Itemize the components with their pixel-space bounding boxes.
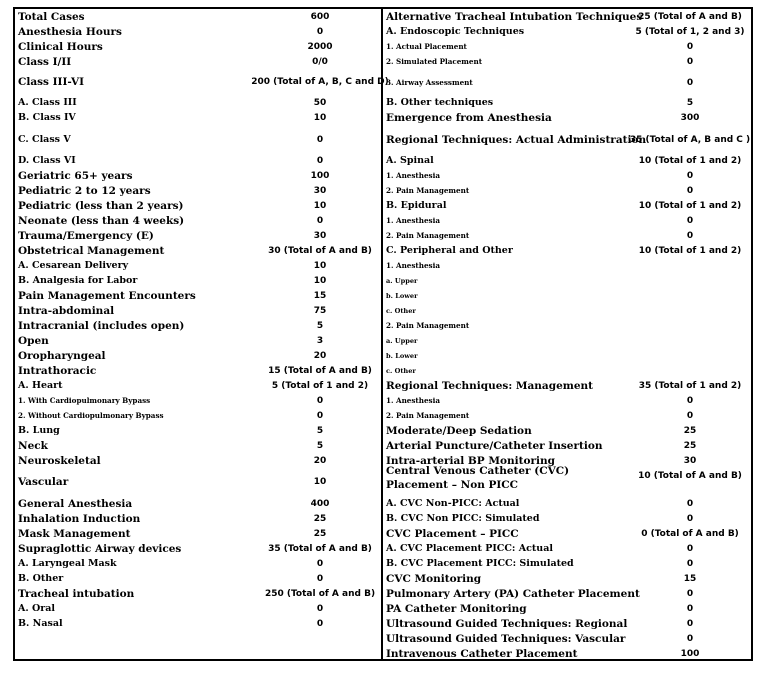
row-value: 200 (Total of A, B, C and D) xyxy=(251,77,389,87)
row-label: CVC Monitoring xyxy=(386,573,482,585)
row-value: 20 xyxy=(313,351,327,361)
table-row xyxy=(15,214,381,228)
table-row xyxy=(383,572,751,586)
row-label: Neuroskeletal xyxy=(18,455,101,467)
row-value: 0 xyxy=(686,231,694,241)
row-label: Obstetrical Management xyxy=(18,245,165,257)
row-value: 0 xyxy=(686,559,694,569)
row-label: Arterial Puncture/Catheter Insertion xyxy=(386,440,603,452)
table-row xyxy=(15,527,381,541)
row-value: 0 xyxy=(686,396,694,406)
table-row xyxy=(15,334,381,348)
row-value: 0 xyxy=(686,216,694,226)
row-value: 5 (Total of 1, 2 and 3) xyxy=(635,27,745,37)
table-row xyxy=(15,169,381,183)
row-value: 10 (Total of 1 and 2) xyxy=(638,201,742,211)
table-row xyxy=(15,111,381,125)
table-row xyxy=(383,542,751,556)
row-value: 0 xyxy=(316,619,324,629)
table-row xyxy=(15,25,381,39)
table-row xyxy=(15,364,381,378)
table-row xyxy=(383,394,751,408)
table-row xyxy=(15,304,381,318)
table-row xyxy=(15,10,381,24)
row-label: A. Oral xyxy=(18,603,56,614)
row-value: 30 xyxy=(313,231,327,241)
row-value: 5 xyxy=(316,321,324,331)
row-label: Emergence from Anesthesia xyxy=(386,112,552,124)
table-row xyxy=(383,55,751,69)
row-label: B. CVC Placement PICC: Simulated xyxy=(386,558,574,569)
row-value: 0 xyxy=(316,216,324,226)
row-value: 10 (Total of A and B) xyxy=(638,471,742,481)
row-label: Tracheal intubation xyxy=(18,588,135,600)
row-value: 10 xyxy=(313,477,327,487)
row-label: a. Upper xyxy=(386,337,418,345)
row-label: Pediatric (less than 2 years) xyxy=(18,200,184,212)
row-value: 25 xyxy=(313,514,327,524)
table-row xyxy=(15,133,381,147)
table-row xyxy=(383,364,751,378)
row-value: 300 xyxy=(680,113,700,123)
table-row xyxy=(383,289,751,303)
row-label: b. Lower xyxy=(386,352,418,360)
row-value: 0 xyxy=(686,619,694,629)
row-label: Vascular xyxy=(18,476,69,488)
table-row xyxy=(15,229,381,243)
table-row xyxy=(15,289,381,303)
row-label: 1. Anesthesia xyxy=(386,171,440,180)
table-row xyxy=(15,319,381,333)
row-value: 30 xyxy=(313,186,327,196)
row-label: 2. Without Cardiopulmonary Bypass xyxy=(18,411,164,420)
table-row xyxy=(383,497,751,511)
row-label: 2. Pain Management xyxy=(386,321,470,330)
row-value: 0 xyxy=(316,156,324,166)
row-value: 10 xyxy=(313,113,327,123)
row-label: General Anesthesia xyxy=(18,498,133,510)
row-value: 75 xyxy=(313,306,327,316)
row-value: 0 xyxy=(686,171,694,181)
row-value: 0 xyxy=(316,574,324,584)
row-label: Intra-abdominal xyxy=(18,305,115,317)
row-value: 600 xyxy=(310,12,330,22)
table-row xyxy=(383,25,751,39)
row-label: B. Other xyxy=(18,573,64,584)
row-value: 0 xyxy=(686,42,694,52)
row-label: B. Analgesia for Labor xyxy=(18,275,138,286)
row-label: 1. Actual Placement xyxy=(386,42,467,51)
row-value: 0/0 xyxy=(312,57,328,67)
row-label: 2. Pain Management xyxy=(386,186,470,195)
row-value: 25 xyxy=(313,529,327,539)
row-label: 1. With Cardiopulmonary Bypass xyxy=(18,396,151,405)
row-value: 0 xyxy=(686,499,694,509)
row-value: 15 xyxy=(313,291,327,301)
row-label: Intracranial (includes open) xyxy=(18,320,185,332)
row-label: A. Cesarean Delivery xyxy=(18,260,129,271)
table-row xyxy=(383,184,751,198)
row-value: 0 xyxy=(686,57,694,67)
row-value: 0 xyxy=(686,514,694,524)
row-value: 250 (Total of A and B) xyxy=(264,589,376,599)
table-row xyxy=(383,169,751,183)
row-label: Neonate (less than 4 weeks) xyxy=(18,215,185,227)
row-value: 0 xyxy=(686,589,694,599)
table-row xyxy=(383,349,751,363)
row-value: 0 xyxy=(686,604,694,614)
row-value: 0 xyxy=(316,604,324,614)
row-value: 0 xyxy=(686,78,694,88)
row-value: 35 (Total of A, B and C ) xyxy=(629,135,751,145)
table-row xyxy=(383,319,751,333)
row-label: Ultrasound Guided Techniques: Vascular xyxy=(386,633,626,645)
row-label: Neck xyxy=(18,440,48,452)
row-label: C. Class V xyxy=(18,134,71,145)
table-row xyxy=(383,133,751,147)
row-label: B. Epidural xyxy=(386,200,447,211)
row-label: B. CVC Non PICC: Simulated xyxy=(386,513,540,524)
row-label: b. Lower xyxy=(386,292,418,300)
table-row xyxy=(383,304,751,318)
table-row xyxy=(383,259,751,273)
row-value: 20 xyxy=(313,456,327,466)
row-value: 0 xyxy=(316,27,324,37)
row-value: 0 xyxy=(686,411,694,421)
table-row xyxy=(15,617,381,631)
row-value: 10 (Total of 1 and 2) xyxy=(638,156,742,166)
row-value: 3 xyxy=(316,336,324,346)
table-row xyxy=(383,587,751,601)
table-row xyxy=(383,557,751,571)
table-row xyxy=(383,527,751,541)
row-value: 2000 xyxy=(307,42,333,52)
row-value: 25 (Total of A and B) xyxy=(638,12,742,22)
row-label: A. Endoscopic Techniques xyxy=(386,26,525,37)
table-row xyxy=(383,154,751,168)
table-row xyxy=(383,199,751,213)
row-label: Mask Management xyxy=(18,528,131,540)
table-row xyxy=(15,96,381,110)
row-label: CVC Placement – PICC xyxy=(386,528,519,540)
table-row xyxy=(383,602,751,616)
row-value: 10 (Total of 1 and 2) xyxy=(638,246,742,256)
row-label: B. Class IV xyxy=(18,112,76,123)
row-label: 2. Pain Management xyxy=(386,411,470,420)
table-row xyxy=(383,617,751,631)
table-row xyxy=(383,334,751,348)
row-label: Intrathoracic xyxy=(18,365,97,377)
table-row xyxy=(383,439,751,453)
row-label: Trauma/Emergency (E) xyxy=(18,230,154,242)
row-label: B. Nasal xyxy=(18,618,63,629)
row-label: Anesthesia Hours xyxy=(18,26,122,38)
row-value: 5 xyxy=(316,441,324,451)
table-row xyxy=(383,40,751,54)
table-row xyxy=(15,424,381,438)
row-label: A. CVC Placement PICC: Actual xyxy=(386,543,553,554)
row-label: 1. Anesthesia xyxy=(386,261,440,270)
row-label: A. Heart xyxy=(18,380,63,391)
requirements-table xyxy=(13,7,753,661)
right-column xyxy=(383,9,751,659)
table-row xyxy=(383,214,751,228)
table-row xyxy=(15,557,381,571)
table-row xyxy=(15,199,381,213)
table-row xyxy=(383,379,751,393)
table-row xyxy=(383,632,751,646)
table-row xyxy=(15,497,381,511)
row-label: Regional Techniques: Actual Administration xyxy=(386,134,647,146)
row-label: Intra-arterial BP Monitoring xyxy=(386,455,555,467)
table-row xyxy=(15,154,381,168)
table-row xyxy=(383,244,751,258)
row-label: 1. Anesthesia xyxy=(386,396,440,405)
row-value: 25 xyxy=(683,441,697,451)
row-label: Central Venous Catheter (CVC) Placement – Non PICC xyxy=(386,465,570,491)
row-label: A. CVC Non-PICC: Actual xyxy=(386,498,520,509)
row-value: 0 xyxy=(686,186,694,196)
row-label: Inhalation Induction xyxy=(18,513,141,525)
table-row xyxy=(383,409,751,423)
row-value: 0 xyxy=(316,396,324,406)
row-label: Oropharyngeal xyxy=(18,350,106,362)
row-label: B. Lung xyxy=(18,425,60,436)
table-row xyxy=(15,55,381,69)
table-row xyxy=(383,111,751,125)
row-value: 15 xyxy=(683,574,697,584)
row-label: Geriatric 65+ years xyxy=(18,170,133,182)
row-label: Clinical Hours xyxy=(18,41,103,53)
row-label: Pain Management Encounters xyxy=(18,290,196,302)
row-value: 15 (Total of A and B) xyxy=(268,366,372,376)
row-value: 30 (Total of A and B) xyxy=(268,246,372,256)
row-value: 100 xyxy=(680,649,700,659)
table-row xyxy=(383,229,751,243)
table-row xyxy=(15,454,381,468)
row-label: Supraglottic Airway devices xyxy=(18,543,182,555)
row-label: Total Cases xyxy=(18,11,85,23)
row-value: 0 xyxy=(316,411,324,421)
row-value: 10 xyxy=(313,276,327,286)
row-value: 0 xyxy=(316,135,324,145)
row-label: Class I/II xyxy=(18,56,72,68)
row-value: 0 xyxy=(686,544,694,554)
table-row xyxy=(383,10,751,24)
table-row xyxy=(15,587,381,601)
row-label: Intravenous Catheter Placement xyxy=(386,648,578,660)
row-label: D. Class VI xyxy=(18,155,76,166)
row-value: 0 (Total of A and B) xyxy=(641,529,739,539)
left-column xyxy=(15,9,389,659)
table-row xyxy=(15,259,381,273)
row-label: PA Catheter Monitoring xyxy=(386,603,527,615)
row-label: A. Spinal xyxy=(386,155,434,166)
row-label: 3. Airway Assessment xyxy=(386,78,473,87)
row-value: 10 xyxy=(313,261,327,271)
table-row xyxy=(15,512,381,526)
table-row xyxy=(15,379,381,393)
row-label: Open xyxy=(18,335,49,347)
row-label: Pulmonary Artery (PA) Catheter Placement xyxy=(386,588,640,600)
row-label: Moderate/Deep Sedation xyxy=(386,425,532,437)
table-row xyxy=(15,349,381,363)
row-label: Regional Techniques: Management xyxy=(386,380,594,392)
row-label: A. Class III xyxy=(18,97,77,108)
row-value: 35 (Total of 1 and 2) xyxy=(638,381,742,391)
row-value: 25 xyxy=(683,426,697,436)
row-label: a. Upper xyxy=(386,277,418,285)
row-label: 2. Pain Management xyxy=(386,231,470,240)
table-row xyxy=(15,244,381,258)
row-value: 5 xyxy=(316,426,324,436)
row-value: 10 xyxy=(313,201,327,211)
row-value: 5 (Total of 1 and 2) xyxy=(271,381,369,391)
row-label: Class III-VI xyxy=(18,76,85,88)
row-value: 35 (Total of A and B) xyxy=(268,544,372,554)
table-row xyxy=(383,465,751,491)
row-value: 0 xyxy=(316,559,324,569)
table-row xyxy=(15,439,381,453)
table-row xyxy=(15,40,381,54)
row-label: Pediatric 2 to 12 years xyxy=(18,185,151,197)
row-value: 5 xyxy=(686,98,694,108)
row-label: C. Peripheral and Other xyxy=(386,245,513,256)
row-label: B. Other techniques xyxy=(386,97,494,108)
table-row xyxy=(15,184,381,198)
row-label: c. Other xyxy=(386,367,416,375)
table-row xyxy=(15,75,389,89)
row-value: 100 xyxy=(310,171,330,181)
row-label: A. Laryngeal Mask xyxy=(18,558,117,569)
row-label: 1. Anesthesia xyxy=(386,216,440,225)
table-row xyxy=(383,512,751,526)
row-value: 50 xyxy=(313,98,327,108)
table-row xyxy=(15,475,381,489)
table-row xyxy=(383,424,751,438)
table-row xyxy=(15,572,381,586)
table-row xyxy=(383,76,751,90)
row-label: Alternative Tracheal Intubation Techniques xyxy=(386,11,643,23)
row-label: 2. Simulated Placement xyxy=(386,57,483,66)
table-row xyxy=(15,542,381,556)
table-row xyxy=(15,602,381,616)
row-value: 400 xyxy=(310,499,330,509)
table-row xyxy=(15,274,381,288)
row-label: Ultrasound Guided Techniques: Regional xyxy=(386,618,628,630)
table-row xyxy=(383,96,751,110)
table-row xyxy=(15,394,381,408)
table-row xyxy=(383,647,751,661)
table-row xyxy=(383,274,751,288)
row-value: 30 xyxy=(683,456,697,466)
table-row xyxy=(15,409,381,423)
row-value: 0 xyxy=(686,634,694,644)
row-label: c. Other xyxy=(386,307,416,315)
